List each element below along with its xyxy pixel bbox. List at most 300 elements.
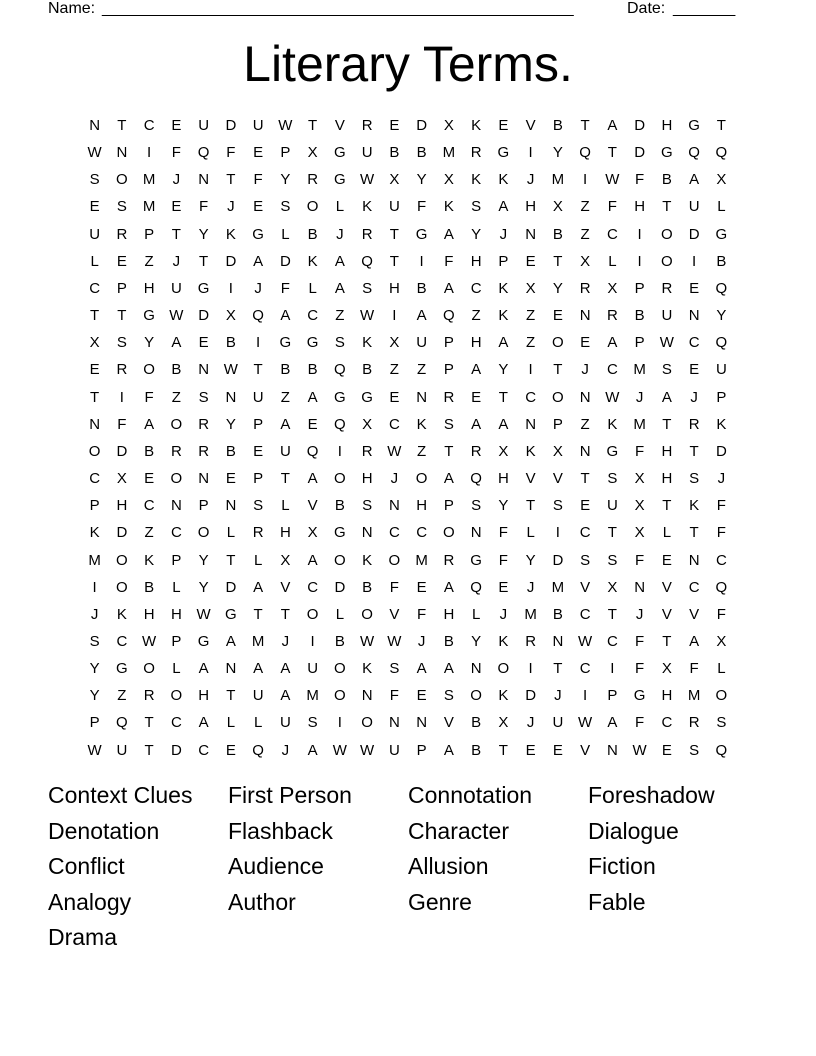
grid-letter[interactable]: I [119, 388, 124, 406]
grid-letter[interactable]: T [171, 225, 181, 243]
grid-letter[interactable]: Y [416, 171, 427, 189]
grid-letter[interactable]: V [525, 470, 536, 488]
grid-letter[interactable]: O [470, 687, 482, 705]
grid-letter[interactable]: E [661, 551, 672, 569]
grid-letter[interactable]: E [498, 578, 509, 596]
grid-letter[interactable]: X [89, 334, 100, 352]
grid-letter[interactable]: F [444, 252, 454, 270]
grid-letter[interactable]: W [360, 632, 375, 650]
grid-letter[interactable]: N [170, 497, 182, 515]
grid-letter[interactable]: P [89, 497, 100, 515]
grid-letter[interactable]: C [307, 307, 319, 325]
grid-letter[interactable]: V [334, 117, 345, 134]
grid-letter[interactable]: O [361, 714, 373, 732]
grid-letter[interactable]: H [661, 442, 673, 460]
grid-letter[interactable]: U [279, 714, 291, 732]
grid-letter[interactable]: S [307, 714, 318, 732]
grid-letter[interactable]: I [419, 252, 424, 270]
grid-letter[interactable]: E [552, 741, 563, 759]
grid-letter[interactable]: X [307, 144, 318, 162]
grid-letter[interactable]: D [334, 578, 346, 596]
grid-letter[interactable]: Q [443, 307, 455, 325]
grid-letter[interactable]: C [661, 714, 673, 732]
grid-letter[interactable]: N [361, 687, 373, 705]
grid-letter[interactable]: Z [580, 198, 590, 216]
grid-letter[interactable]: U [715, 361, 727, 379]
grid-letter[interactable]: W [659, 334, 674, 352]
grid-letter[interactable]: M [687, 687, 701, 705]
grid-letter[interactable]: E [471, 388, 482, 406]
grid-letter[interactable]: U [361, 144, 373, 162]
grid-letter[interactable]: N [470, 660, 482, 678]
grid-letter[interactable]: O [552, 334, 564, 352]
grid-letter[interactable]: I [610, 660, 615, 678]
grid-letter[interactable]: X [389, 334, 400, 352]
grid-letter[interactable]: C [688, 334, 700, 352]
grid-letter[interactable]: P [634, 334, 645, 352]
grid-letter[interactable]: K [362, 660, 373, 678]
grid-letter[interactable]: C [416, 524, 428, 542]
grid-letter[interactable]: M [551, 578, 565, 596]
grid-letter[interactable]: J [499, 225, 508, 243]
grid-letter[interactable]: W [169, 307, 184, 325]
grid-letter[interactable]: T [553, 660, 563, 678]
grid-letter[interactable]: K [498, 307, 509, 325]
grid-letter[interactable]: V [280, 578, 291, 596]
grid-letter[interactable]: Q [715, 279, 728, 297]
grid-letter[interactable]: J [554, 687, 562, 705]
grid-letter[interactable]: M [306, 687, 319, 705]
grid-letter[interactable]: J [390, 470, 399, 488]
grid-letter[interactable]: N [388, 497, 400, 515]
grid-letter[interactable]: X [362, 415, 373, 433]
grid-letter[interactable]: O [361, 605, 373, 623]
grid-letter[interactable]: H [170, 605, 182, 623]
grid-letter[interactable]: B [416, 279, 427, 297]
grid-letter[interactable]: S [552, 497, 563, 515]
grid-letter[interactable]: Y [225, 415, 236, 433]
grid-letter[interactable]: Y [280, 171, 291, 189]
grid-letter[interactable]: N [225, 388, 237, 406]
grid-letter[interactable]: O [443, 524, 455, 542]
grid-letter[interactable]: R [688, 415, 700, 433]
grid-letter[interactable]: Y [471, 225, 482, 243]
grid-letter[interactable]: A [307, 470, 318, 488]
grid-letter[interactable]: I [528, 660, 533, 678]
grid-letter[interactable]: O [170, 415, 183, 433]
grid-letter[interactable]: H [634, 198, 646, 216]
grid-letter[interactable]: P [171, 632, 182, 650]
grid-letter[interactable]: F [716, 605, 726, 623]
grid-letter[interactable]: X [607, 578, 618, 596]
grid-letter[interactable]: U [89, 225, 101, 243]
grid-letter[interactable]: T [716, 117, 726, 134]
grid-letter[interactable]: N [688, 307, 700, 325]
grid-letter[interactable]: D [198, 307, 210, 325]
grid-letter[interactable]: X [607, 279, 618, 297]
grid-letter[interactable]: L [226, 524, 236, 542]
grid-letter[interactable]: F [226, 144, 236, 162]
grid-letter[interactable]: E [225, 470, 236, 488]
grid-letter[interactable]: H [116, 497, 128, 515]
grid-letter[interactable]: J [526, 171, 535, 189]
grid-letter[interactable]: B [471, 714, 482, 732]
grid-letter[interactable]: F [498, 524, 508, 542]
grid-letter[interactable]: D [715, 442, 727, 460]
grid-letter[interactable]: F [689, 660, 699, 678]
grid-letter[interactable]: T [607, 605, 617, 623]
grid-letter[interactable]: W [142, 632, 157, 650]
grid-letter[interactable]: D [634, 144, 646, 162]
date-field[interactable]: _______ [673, 0, 736, 17]
grid-letter[interactable]: Q [306, 442, 319, 460]
grid-letter[interactable]: J [90, 605, 99, 623]
grid-letter[interactable]: A [334, 252, 345, 270]
grid-letter[interactable]: R [579, 279, 591, 297]
grid-letter[interactable]: W [578, 632, 593, 650]
grid-letter[interactable]: A [471, 361, 482, 379]
grid-letter[interactable]: M [551, 171, 565, 189]
grid-letter[interactable]: K [716, 415, 727, 433]
grid-letter[interactable]: D [116, 524, 128, 542]
grid-letter[interactable]: Y [498, 361, 509, 379]
grid-letter[interactable]: Q [715, 144, 728, 162]
grid-letter[interactable]: R [143, 687, 155, 705]
grid-letter[interactable]: B [225, 334, 236, 352]
grid-letter[interactable]: G [361, 388, 373, 406]
grid-letter[interactable]: T [226, 171, 236, 189]
grid-letter[interactable]: A [253, 660, 264, 678]
grid-letter[interactable]: T [389, 225, 399, 243]
grid-letter[interactable]: B [334, 632, 345, 650]
grid-letter[interactable]: J [717, 470, 726, 488]
grid-letter[interactable]: D [552, 551, 564, 569]
grid-letter[interactable]: H [279, 524, 291, 542]
grid-letter[interactable]: P [443, 361, 454, 379]
grid-letter[interactable]: N [225, 497, 237, 515]
grid-letter[interactable]: E [416, 578, 427, 596]
grid-letter[interactable]: T [117, 117, 127, 134]
grid-letter[interactable]: D [279, 252, 291, 270]
grid-letter[interactable]: L [335, 605, 345, 623]
grid-letter[interactable]: N [525, 225, 537, 243]
grid-letter[interactable]: I [256, 334, 261, 352]
grid-letter[interactable]: X [280, 551, 291, 569]
grid-letter[interactable]: T [90, 307, 100, 325]
grid-letter[interactable]: N [89, 117, 101, 134]
grid-letter[interactable]: P [552, 415, 563, 433]
grid-letter[interactable]: S [280, 198, 291, 216]
grid-letter[interactable]: I [583, 171, 588, 189]
grid-letter[interactable]: C [606, 225, 618, 243]
grid-letter[interactable]: A [280, 415, 291, 433]
grid-letter[interactable]: K [689, 497, 700, 515]
grid-letter[interactable]: K [416, 415, 427, 433]
grid-letter[interactable]: N [579, 307, 591, 325]
grid-letter[interactable]: B [171, 361, 182, 379]
grid-letter[interactable]: F [199, 198, 209, 216]
grid-letter[interactable]: L [335, 198, 345, 216]
grid-letter[interactable]: F [716, 524, 726, 542]
grid-letter[interactable]: P [634, 279, 645, 297]
grid-letter[interactable]: M [415, 551, 428, 569]
grid-letter[interactable]: O [334, 551, 346, 569]
grid-letter[interactable]: Q [715, 578, 728, 596]
grid-letter[interactable]: L [172, 660, 181, 678]
grid-letter[interactable]: A [689, 632, 700, 650]
grid-letter[interactable]: E [525, 252, 536, 270]
grid-letter[interactable]: T [444, 442, 454, 460]
grid-letter[interactable]: M [142, 198, 156, 216]
grid-letter[interactable]: S [89, 632, 100, 650]
grid-letter[interactable]: Z [417, 442, 427, 460]
grid-letter[interactable]: G [306, 334, 319, 352]
grid-letter[interactable]: S [471, 198, 482, 216]
grid-letter[interactable]: T [580, 117, 590, 134]
grid-letter[interactable]: A [307, 551, 318, 569]
grid-letter[interactable]: T [498, 741, 508, 759]
grid-letter[interactable]: L [608, 252, 617, 270]
grid-letter[interactable]: C [525, 388, 537, 406]
grid-letter[interactable]: J [417, 632, 426, 650]
grid-letter[interactable]: Z [526, 307, 536, 325]
grid-letter[interactable]: F [117, 415, 127, 433]
grid-letter[interactable]: F [417, 198, 427, 216]
grid-letter[interactable]: O [116, 578, 128, 596]
grid-letter[interactable]: Z [389, 361, 399, 379]
grid-letter[interactable]: B [280, 361, 291, 379]
grid-letter[interactable]: V [661, 605, 672, 623]
grid-letter[interactable]: P [116, 279, 127, 297]
grid-letter[interactable]: T [689, 442, 699, 460]
grid-letter[interactable]: J [526, 714, 535, 732]
grid-letter[interactable]: S [334, 334, 345, 352]
grid-letter[interactable]: A [334, 279, 345, 297]
grid-letter[interactable]: B [634, 307, 645, 325]
grid-letter[interactable]: I [392, 307, 397, 325]
grid-letter[interactable]: Z [144, 524, 154, 542]
grid-letter[interactable]: E [198, 334, 209, 352]
grid-letter[interactable]: F [389, 687, 399, 705]
grid-letter[interactable]: U [388, 741, 400, 759]
grid-letter[interactable]: C [143, 117, 155, 134]
grid-letter[interactable]: O [334, 470, 346, 488]
grid-letter[interactable]: E [661, 741, 672, 759]
grid-letter[interactable]: R [470, 144, 482, 162]
grid-letter[interactable]: F [171, 144, 181, 162]
grid-letter[interactable]: K [225, 225, 236, 243]
grid-letter[interactable]: A [661, 388, 672, 406]
grid-letter[interactable]: D [170, 741, 182, 759]
grid-letter[interactable]: H [470, 334, 482, 352]
grid-letter[interactable]: F [635, 632, 645, 650]
grid-letter[interactable]: T [662, 415, 672, 433]
grid-letter[interactable]: X [634, 470, 645, 488]
grid-letter[interactable]: C [89, 470, 101, 488]
grid-letter[interactable]: I [583, 687, 588, 705]
grid-letter[interactable]: U [552, 714, 564, 732]
grid-letter[interactable]: G [143, 307, 155, 325]
grid-letter[interactable]: K [362, 198, 373, 216]
grid-letter[interactable]: G [334, 144, 346, 162]
grid-letter[interactable]: T [553, 361, 563, 379]
grid-letter[interactable]: A [280, 307, 291, 325]
grid-letter[interactable]: B [552, 117, 563, 134]
grid-letter[interactable]: K [498, 687, 509, 705]
grid-letter[interactable]: B [307, 225, 318, 243]
grid-letter[interactable]: B [443, 632, 454, 650]
grid-letter[interactable]: M [442, 144, 456, 162]
grid-letter[interactable]: G [334, 388, 346, 406]
grid-letter[interactable]: A [443, 470, 454, 488]
grid-letter[interactable]: G [715, 225, 728, 243]
grid-letter[interactable]: A [144, 415, 155, 433]
grid-letter[interactable]: G [688, 117, 700, 134]
grid-letter[interactable]: I [555, 524, 560, 542]
grid-letter[interactable]: S [443, 687, 454, 705]
grid-letter[interactable]: S [389, 660, 400, 678]
grid-letter[interactable]: A [443, 578, 454, 596]
grid-letter[interactable]: R [252, 524, 264, 542]
grid-letter[interactable]: H [661, 470, 673, 488]
grid-letter[interactable]: Q [470, 470, 482, 488]
grid-letter[interactable]: C [198, 741, 210, 759]
grid-letter[interactable]: O [88, 442, 101, 460]
grid-letter[interactable]: G [334, 171, 346, 189]
grid-letter[interactable]: V [580, 741, 591, 759]
grid-letter[interactable]: B [144, 442, 155, 460]
grid-letter[interactable]: C [388, 524, 400, 542]
grid-letter[interactable]: V [443, 714, 454, 732]
grid-letter[interactable]: F [635, 714, 645, 732]
grid-letter[interactable]: I [337, 714, 342, 732]
grid-letter[interactable]: M [88, 551, 101, 569]
grid-letter[interactable]: U [198, 117, 210, 134]
grid-letter[interactable]: W [387, 442, 402, 460]
grid-letter[interactable]: N [388, 714, 400, 732]
grid-letter[interactable]: F [389, 578, 399, 596]
grid-letter[interactable]: B [362, 361, 373, 379]
grid-letter[interactable]: A [307, 388, 318, 406]
grid-letter[interactable]: O [170, 470, 183, 488]
grid-letter[interactable]: K [307, 252, 318, 270]
grid-letter[interactable]: F [635, 171, 645, 189]
grid-letter[interactable]: R [170, 442, 182, 460]
grid-letter[interactable]: F [253, 171, 263, 189]
grid-letter[interactable]: R [361, 117, 373, 134]
grid-letter[interactable]: R [361, 442, 373, 460]
grid-letter[interactable]: X [634, 524, 645, 542]
grid-letter[interactable]: D [225, 117, 237, 134]
grid-letter[interactable]: J [635, 605, 644, 623]
grid-letter[interactable]: R [470, 442, 482, 460]
grid-letter[interactable]: M [251, 632, 265, 650]
grid-letter[interactable]: T [526, 497, 536, 515]
grid-letter[interactable]: U [252, 388, 264, 406]
grid-letter[interactable]: G [470, 551, 482, 569]
grid-letter[interactable]: E [253, 144, 264, 162]
grid-letter[interactable]: W [632, 741, 647, 759]
grid-letter[interactable]: T [308, 117, 318, 134]
grid-letter[interactable]: A [607, 714, 618, 732]
grid-letter[interactable]: Q [252, 307, 264, 325]
grid-letter[interactable]: O [143, 660, 155, 678]
grid-letter[interactable]: O [715, 687, 728, 705]
grid-letter[interactable]: T [662, 198, 672, 216]
grid-letter[interactable]: L [717, 660, 726, 678]
grid-letter[interactable]: N [579, 442, 591, 460]
grid-letter[interactable]: Z [171, 388, 181, 406]
grid-letter[interactable]: U [606, 497, 618, 515]
grid-letter[interactable]: H [143, 279, 155, 297]
grid-letter[interactable]: Z [280, 388, 290, 406]
grid-letter[interactable]: O [143, 361, 155, 379]
grid-letter[interactable]: B [362, 578, 373, 596]
grid-letter[interactable]: B [389, 144, 400, 162]
grid-letter[interactable]: U [307, 660, 319, 678]
grid-letter[interactable]: T [280, 470, 290, 488]
grid-letter[interactable]: H [198, 687, 210, 705]
grid-letter[interactable]: Y [198, 551, 209, 569]
grid-letter[interactable]: Q [252, 741, 264, 759]
grid-letter[interactable]: L [308, 279, 317, 297]
grid-letter[interactable]: E [580, 497, 591, 515]
grid-letter[interactable]: P [443, 334, 454, 352]
grid-letter[interactable]: X [580, 252, 591, 270]
grid-letter[interactable]: P [253, 470, 264, 488]
grid-letter[interactable]: L [281, 225, 290, 243]
grid-letter[interactable]: X [498, 714, 509, 732]
grid-letter[interactable]: Z [580, 225, 590, 243]
grid-letter[interactable]: K [443, 198, 454, 216]
grid-letter[interactable]: A [280, 687, 291, 705]
grid-letter[interactable]: X [443, 171, 454, 189]
grid-letter[interactable]: F [635, 551, 645, 569]
grid-letter[interactable]: C [579, 660, 591, 678]
grid-letter[interactable]: H [443, 605, 455, 623]
grid-letter[interactable]: F [635, 660, 645, 678]
grid-letter[interactable]: I [692, 252, 697, 270]
grid-letter[interactable]: Y [471, 632, 482, 650]
grid-letter[interactable]: X [552, 442, 563, 460]
grid-letter[interactable]: A [443, 279, 454, 297]
grid-letter[interactable]: I [310, 632, 315, 650]
grid-letter[interactable]: K [471, 171, 482, 189]
grid-letter[interactable]: K [362, 334, 373, 352]
grid-letter[interactable]: T [498, 388, 508, 406]
grid-letter[interactable]: W [278, 117, 293, 134]
grid-letter[interactable]: W [87, 144, 102, 162]
grid-letter[interactable]: L [471, 605, 481, 623]
grid-letter[interactable]: E [552, 307, 563, 325]
grid-letter[interactable]: A [498, 198, 509, 216]
grid-letter[interactable]: O [116, 551, 128, 569]
grid-letter[interactable]: V [661, 578, 672, 596]
grid-letter[interactable]: Z [580, 415, 590, 433]
grid-letter[interactable]: L [226, 714, 236, 732]
grid-letter[interactable]: N [688, 551, 700, 569]
grid-letter[interactable]: R [606, 307, 618, 325]
grid-letter[interactable]: C [606, 632, 618, 650]
grid-letter[interactable]: Q [470, 578, 482, 596]
grid-letter[interactable]: R [198, 442, 210, 460]
grid-letter[interactable]: G [225, 605, 237, 623]
grid-letter[interactable]: E [525, 741, 536, 759]
grid-letter[interactable]: S [198, 388, 209, 406]
grid-letter[interactable]: A [198, 660, 209, 678]
grid-letter[interactable]: W [223, 361, 238, 379]
grid-letter[interactable]: R [443, 388, 455, 406]
